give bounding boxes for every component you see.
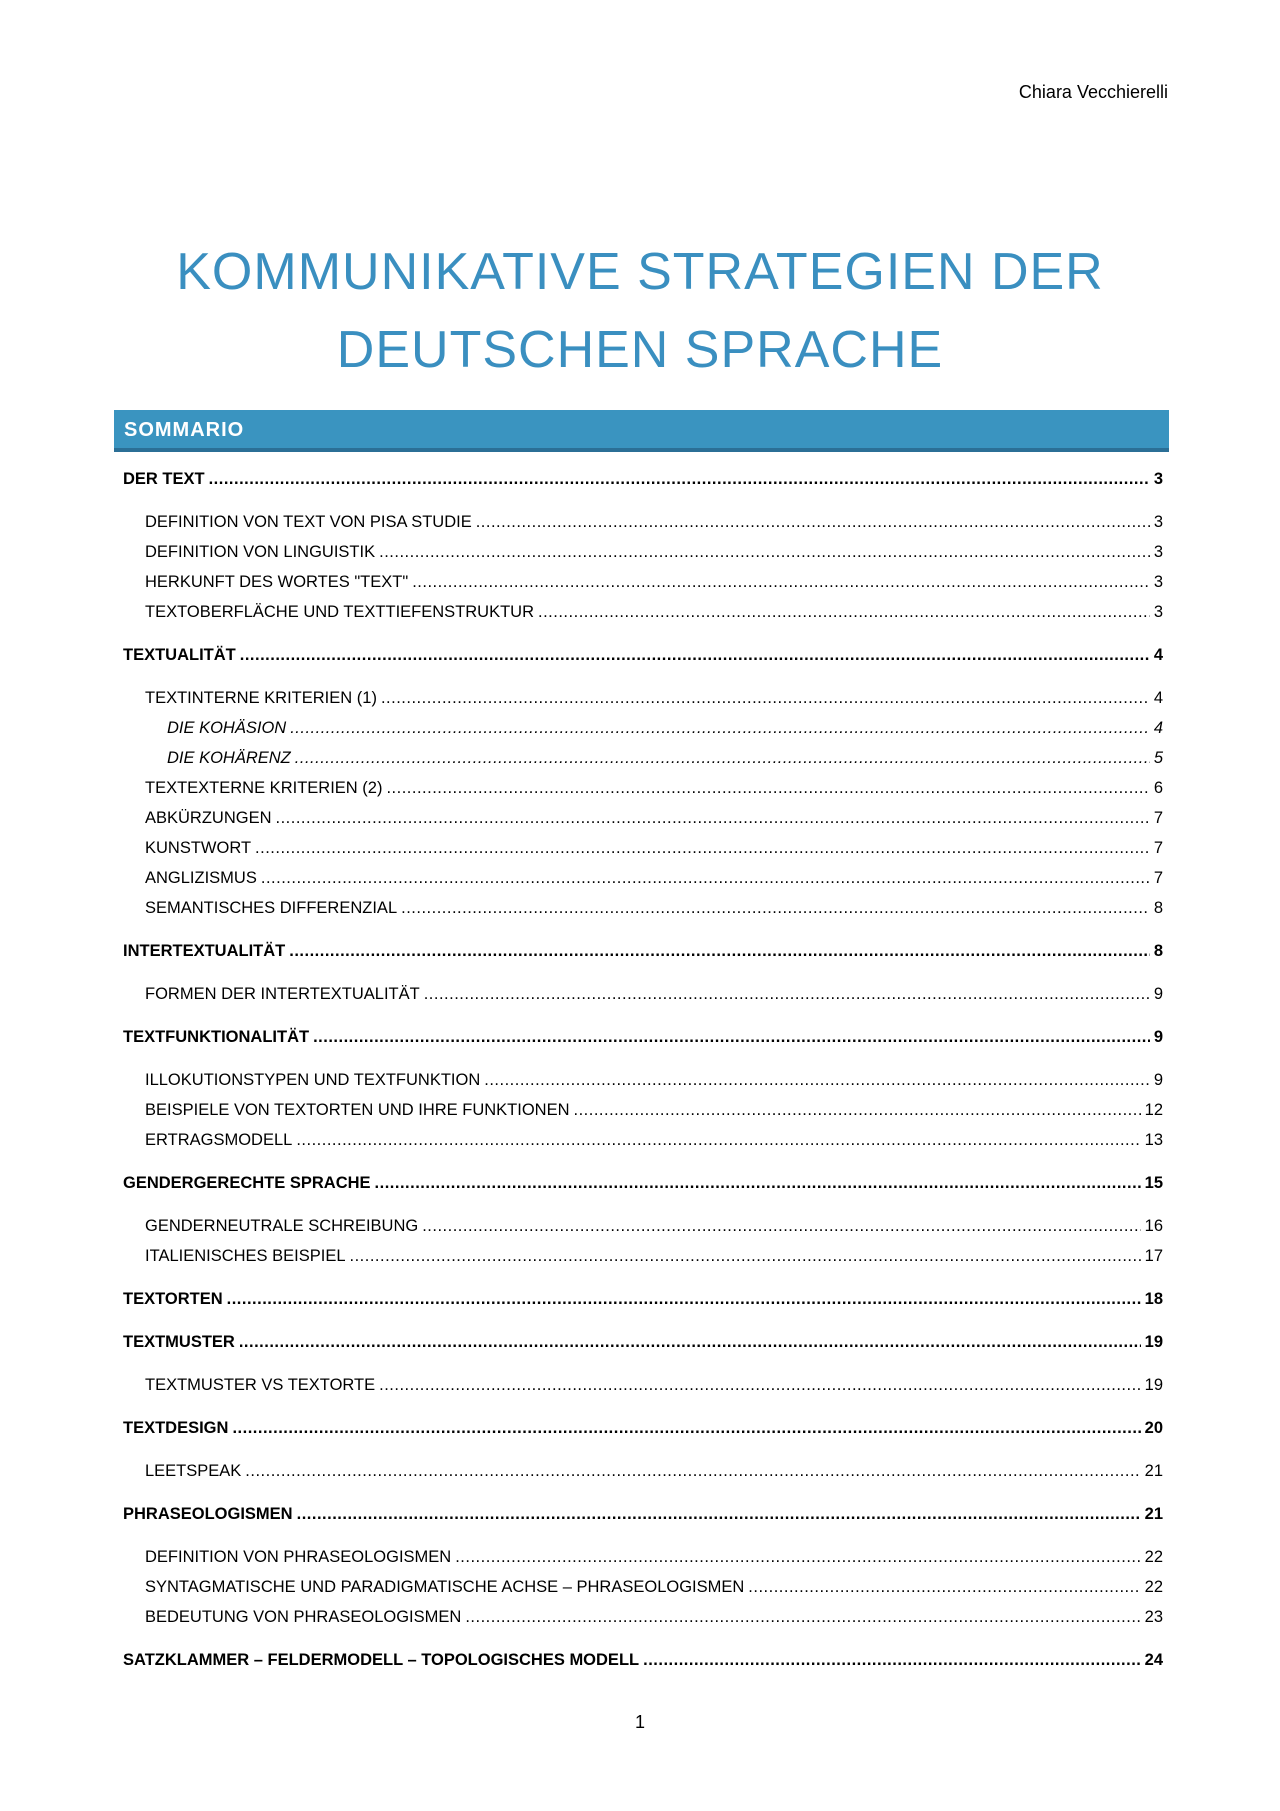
toc-dot-leader <box>296 1131 1140 1150</box>
toc-entry-page: 24 <box>1144 1651 1163 1669</box>
toc-dot-leader <box>424 985 1150 1004</box>
toc-entry-page: 3 <box>1153 543 1163 561</box>
toc-entry-page: 7 <box>1153 839 1163 857</box>
toc-entry-label: TEXTORTEN <box>123 1290 223 1308</box>
toc-entry-label: ERTRAGSMODELL <box>145 1131 293 1149</box>
toc-subsection-entry[interactable] <box>123 985 1163 1015</box>
toc-subsection-entry[interactable] <box>123 1608 1163 1638</box>
toc-subsection-entry[interactable] <box>123 809 1163 839</box>
toc-dot-leader <box>289 942 1150 961</box>
toc-dot-leader <box>313 1028 1150 1047</box>
toc-dot-leader <box>295 749 1150 768</box>
toc-subsection-entry[interactable] <box>123 1101 1163 1131</box>
toc-entry-label: DEFINITION VON PHRASEOLOGISMEN <box>145 1548 452 1566</box>
toc-section-entry[interactable] <box>123 470 1163 500</box>
toc-subsubsection-entry[interactable] <box>123 719 1163 749</box>
toc-entry-label: INTERTEXTUALITÄT <box>123 942 286 960</box>
toc-section-entry[interactable] <box>123 646 1163 676</box>
toc-section-entry[interactable] <box>123 1333 1163 1363</box>
toc-section-entry[interactable] <box>123 942 1163 972</box>
toc-subsection-entry[interactable] <box>123 1548 1163 1578</box>
toc-entry-label: TEXTINTERNE KRITERIEN (1) <box>145 689 377 707</box>
toc-entry-label: ITALIENISCHES BEISPIEL <box>145 1247 346 1265</box>
toc-section-entry[interactable] <box>123 1419 1163 1449</box>
toc-entry-page: 22 <box>1144 1578 1163 1596</box>
toc-entry-label: BEISPIELE VON TEXTORTEN UND IHRE FUNKTIONEN <box>145 1101 570 1119</box>
toc-dot-leader <box>386 779 1149 798</box>
toc-subsubsection-entry[interactable] <box>123 749 1163 779</box>
toc-dot-leader <box>227 1290 1141 1309</box>
toc-entry-label: DIE KOHÄRENZ <box>167 749 291 767</box>
toc-subsection-entry[interactable] <box>123 839 1163 869</box>
document-title <box>0 233 1280 389</box>
toc-entry-page: 9 <box>1153 1028 1163 1046</box>
toc-entry-label: ANGLIZISMUS <box>145 869 257 887</box>
toc-section-entry[interactable] <box>123 1505 1163 1535</box>
toc-entry-label: TEXTDESIGN <box>123 1419 229 1437</box>
toc-subsection-entry[interactable] <box>123 1217 1163 1247</box>
toc-entry-page: 8 <box>1153 942 1163 960</box>
toc-dot-leader <box>350 1247 1141 1266</box>
toc-subsection-entry[interactable] <box>123 1071 1163 1101</box>
toc-entry-page: 18 <box>1144 1290 1163 1308</box>
toc-dot-leader <box>209 470 1150 489</box>
toc-dot-leader <box>476 513 1150 532</box>
toc-dot-leader <box>276 809 1150 828</box>
toc-subsection-entry[interactable] <box>123 603 1163 633</box>
toc-dot-leader <box>255 839 1150 858</box>
toc-subsection-entry[interactable] <box>123 899 1163 929</box>
toc-dot-leader <box>412 573 1150 592</box>
toc-entry-page: 4 <box>1153 689 1163 707</box>
toc-entry-page: 12 <box>1144 1101 1163 1119</box>
toc-dot-leader <box>401 899 1150 918</box>
toc-dot-leader <box>379 1376 1141 1395</box>
toc-section-entry[interactable] <box>123 1290 1163 1320</box>
toc-dot-leader <box>538 603 1150 622</box>
document-title-line-2: DEUTSCHEN SPRACHE <box>336 321 944 379</box>
toc-entry-page: 19 <box>1144 1333 1163 1351</box>
toc-dot-leader <box>290 719 1150 738</box>
toc-entry-label: PHRASEOLOGISMEN <box>123 1505 293 1523</box>
toc-entry-page: 5 <box>1153 749 1163 767</box>
toc-entry-page: 22 <box>1144 1548 1163 1566</box>
toc-entry-label: SYNTAGMATISCHE UND PARADIGMATISCHE ACHSE – PHRASEOLOGISMEN <box>145 1578 745 1596</box>
toc-entry-page: 13 <box>1144 1131 1163 1149</box>
toc-entry-label: LEETSPEAK <box>145 1462 242 1480</box>
toc-dot-leader <box>455 1548 1140 1567</box>
toc-dot-leader <box>239 1333 1141 1352</box>
toc-dot-leader <box>375 1174 1141 1193</box>
toc-dot-leader <box>574 1101 1141 1120</box>
toc-entry-page: 17 <box>1144 1247 1163 1265</box>
toc-subsection-entry[interactable] <box>123 543 1163 573</box>
toc-entry-page: 19 <box>1144 1376 1163 1394</box>
toc-subsection-entry[interactable] <box>123 513 1163 543</box>
toc-entry-label: DER TEXT <box>123 470 205 488</box>
toc-entry-page: 21 <box>1144 1462 1163 1480</box>
toc-entry-label: SATZKLAMMER – FELDERMODELL – TOPOLOGISCHES MODELL <box>123 1651 640 1669</box>
toc-subsection-entry[interactable] <box>123 1462 1163 1492</box>
toc-entry-label: DIE KOHÄSION <box>167 719 287 737</box>
toc-entry-page: 3 <box>1153 513 1163 531</box>
toc-dot-leader <box>379 543 1150 562</box>
toc-entry-page: 20 <box>1144 1419 1163 1437</box>
toc-entry-label: GENDERNEUTRALE SCHREIBUNG <box>145 1217 419 1235</box>
toc-dot-leader <box>465 1608 1140 1627</box>
author-name: Chiara Vecchierelli <box>1018 82 1168 102</box>
toc-entry-label: BEDEUTUNG VON PHRASEOLOGISMEN <box>145 1608 462 1626</box>
toc-dot-leader <box>422 1217 1140 1236</box>
toc-entry-label: DEFINITION VON LINGUISTIK <box>145 543 376 561</box>
toc-entry-page: 16 <box>1144 1217 1163 1235</box>
page-number: 1 <box>634 1712 645 1732</box>
toc-entry-page: 21 <box>1144 1505 1163 1523</box>
toc-entry-label: ABKÜRZUNGEN <box>145 809 272 827</box>
toc-subsection-entry[interactable] <box>123 1376 1163 1406</box>
toc-entry-page: 7 <box>1153 809 1163 827</box>
toc-dot-leader <box>643 1651 1141 1670</box>
toc-subsection-entry[interactable] <box>123 869 1163 899</box>
toc-entry-label: TEXTFUNKTIONALITÄT <box>123 1028 310 1046</box>
toc-section-entry[interactable] <box>123 1028 1163 1058</box>
toc-dot-leader <box>232 1419 1140 1438</box>
toc-subsection-entry[interactable] <box>123 1131 1163 1161</box>
toc-entry-label: TEXTEXTERNE KRITERIEN (2) <box>145 779 383 797</box>
toc-entry-label: DEFINITION VON TEXT VON PISA STUDIE <box>145 513 472 531</box>
toc-dot-leader <box>245 1462 1140 1481</box>
toc-entry-page: 6 <box>1153 779 1163 797</box>
toc-section-entry[interactable] <box>123 1651 1163 1681</box>
toc-entry-page: 3 <box>1153 603 1163 621</box>
toc-entry-label: FORMEN DER INTERTEXTUALITÄT <box>145 985 420 1003</box>
toc-entry-label: KUNSTWORT <box>145 839 252 857</box>
toc-entry-page: 23 <box>1144 1608 1163 1626</box>
toc-entry-label: SEMANTISCHES DIFFERENZIAL <box>145 899 398 917</box>
toc-dot-leader <box>484 1071 1150 1090</box>
toc-entry-page: 9 <box>1153 985 1163 1003</box>
toc-entry-label: ILLOKUTIONSTYPEN UND TEXTFUNKTION <box>145 1071 481 1089</box>
toc-heading: SOMMARIO <box>114 410 1169 452</box>
table-of-contents <box>123 470 1163 1681</box>
toc-entry-label: TEXTMUSTER VS TEXTORTE <box>145 1376 376 1394</box>
toc-subsection-entry[interactable] <box>123 1247 1163 1277</box>
toc-entry-page: 4 <box>1153 719 1163 737</box>
toc-subsection-entry[interactable] <box>123 689 1163 719</box>
toc-dot-leader <box>748 1578 1140 1597</box>
toc-entry-label: TEXTUALITÄT <box>123 646 236 664</box>
toc-entry-label: TEXTMUSTER <box>123 1333 235 1351</box>
toc-entry-label: GENDERGERECHTE SPRACHE <box>123 1174 371 1192</box>
toc-entry-page: 7 <box>1153 869 1163 887</box>
toc-subsection-entry[interactable] <box>123 1578 1163 1608</box>
toc-entry-label: HERKUNFT DES WORTES "TEXT" <box>145 573 409 591</box>
toc-dot-leader <box>240 646 1150 665</box>
document-title-line-1: KOMMUNIKATIVE STRATEGIEN DER <box>176 243 1104 301</box>
toc-entry-page: 15 <box>1144 1174 1163 1192</box>
toc-dot-leader <box>297 1505 1141 1524</box>
toc-dot-leader <box>381 689 1150 708</box>
toc-dot-leader <box>261 869 1150 888</box>
toc-entry-page: 3 <box>1153 573 1163 591</box>
toc-entry-page: 8 <box>1153 899 1163 917</box>
toc-subsection-entry[interactable] <box>123 779 1163 809</box>
toc-entry-page: 4 <box>1153 646 1163 664</box>
toc-entry-page: 3 <box>1153 470 1163 488</box>
toc-subsection-entry[interactable] <box>123 573 1163 603</box>
toc-entry-label: TEXTOBERFLÄCHE UND TEXTTIEFENSTRUKTUR <box>145 603 535 621</box>
toc-entry-page: 9 <box>1153 1071 1163 1089</box>
toc-section-entry[interactable] <box>123 1174 1163 1204</box>
